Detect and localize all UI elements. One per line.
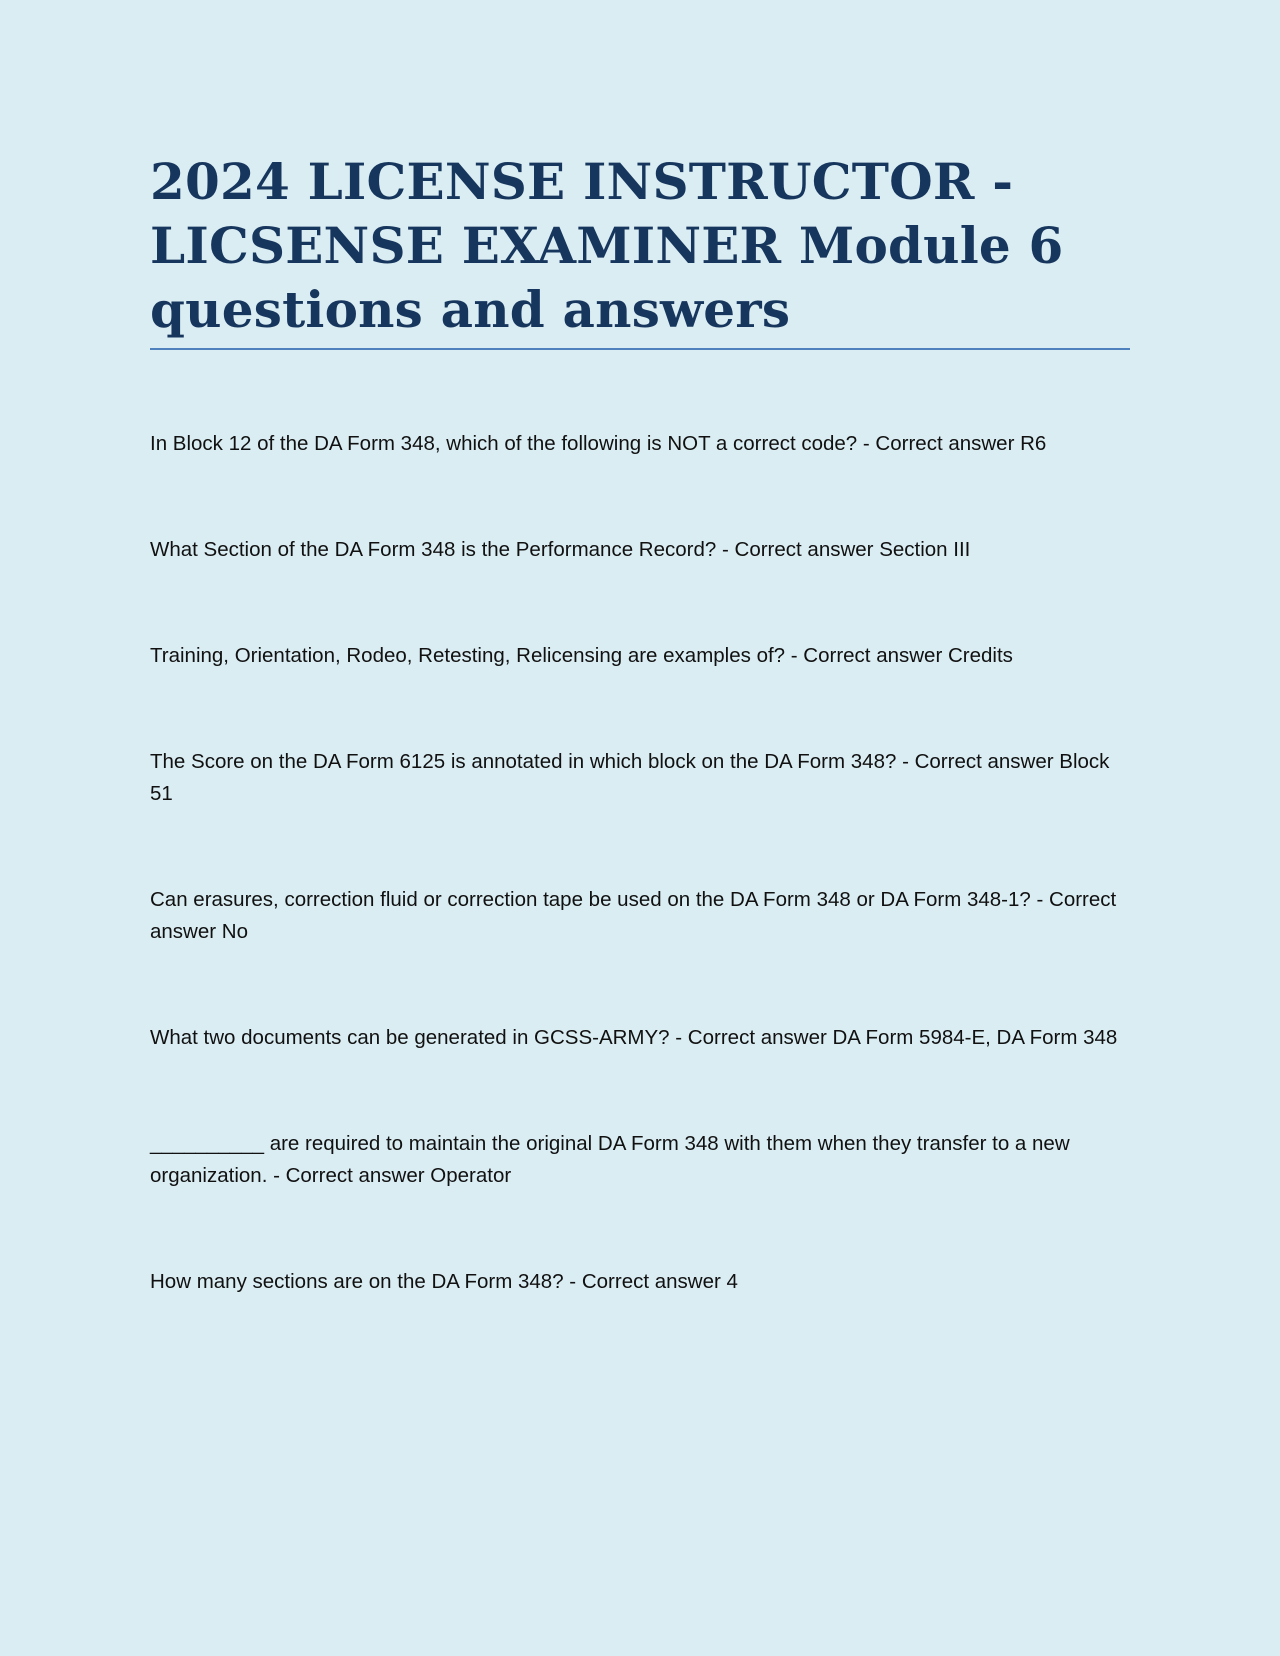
document-page <box>150 150 1130 1372</box>
qa-item-6: What two documents can be generated in GCSS-ARMY? - Correct answer DA Form 5984-E, DA Form 348 <box>150 1026 1118 1049</box>
qa-item-7: __________ are required to maintain the original DA Form 348 with them when they transfer to a new organization. - Correct answer Operator <box>150 1132 1070 1187</box>
qa-list <box>150 428 1130 1298</box>
qa-item-2: What Section of the DA Form 348 is the Performance Record? - Correct answer Section III <box>150 538 971 561</box>
qa-item-3: Training, Orientation, Rodeo, Retesting, Relicensing are examples of? - Correct answer Credits <box>150 644 1013 667</box>
document-title: 2024 LICENSE INSTRUCTOR - LICSENSE EXAMINER Module 6 questions and answers <box>150 150 1130 350</box>
qa-item-1: In Block 12 of the DA Form 348, which of the following is NOT a correct code? - Correct answer R6 <box>150 432 1047 455</box>
qa-item-5: Can erasures, correction fluid or correction tape be used on the DA Form 348 or DA Form 348-1? - Correct answer No <box>150 888 1117 943</box>
qa-item-4: The Score on the DA Form 6125 is annotated in which block on the DA Form 348? - Correct answer Block 51 <box>150 750 1110 805</box>
qa-item-8: How many sections are on the DA Form 348? - Correct answer 4 <box>150 1270 738 1293</box>
